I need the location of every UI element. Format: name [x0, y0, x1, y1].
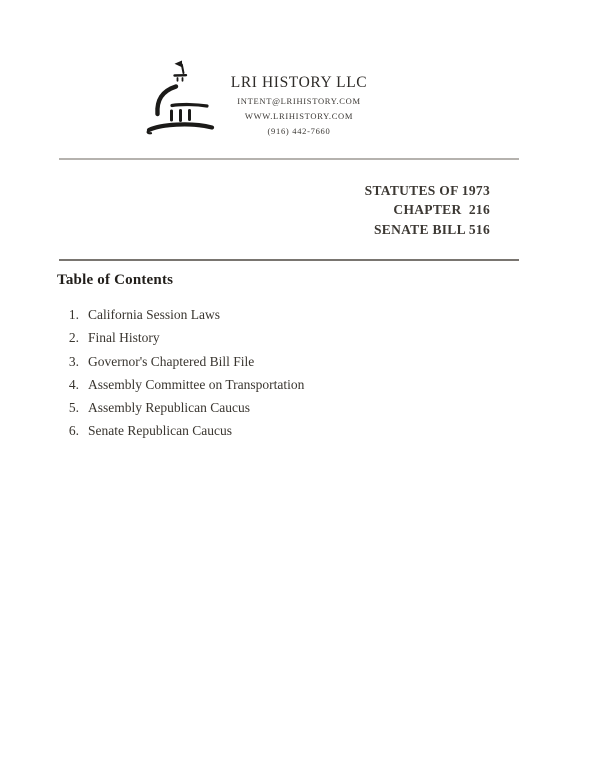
toc-item — [62, 373, 304, 396]
toc-item-label: Assembly Committee on Transportation — [88, 376, 305, 392]
toc-item-number: 4. — [68, 376, 79, 392]
document-info — [365, 181, 490, 239]
toc-item-number: 5. — [68, 400, 79, 416]
document-info-line: CHAPTER 216 — [393, 202, 490, 218]
toc-item-label: Final History — [88, 330, 160, 346]
toc-item-number: 6. — [68, 423, 79, 439]
toc-list — [62, 303, 304, 443]
toc-item — [62, 326, 304, 349]
toc-item-number: 1. — [68, 307, 79, 322]
letterhead — [194, 72, 404, 139]
divider-bottom — [59, 259, 519, 261]
toc-heading: Table of Contents — [57, 272, 174, 288]
company-phone: (916) 442-7660 — [267, 126, 331, 136]
company-email: INTENT@LRIHISTORY.COM — [237, 96, 361, 106]
toc-item — [62, 350, 304, 373]
company-name: LRI HISTORY LLC — [230, 74, 368, 91]
toc-item-label: Governor's Chaptered Bill File — [88, 353, 255, 369]
document-info-line: STATUTES OF 1973 — [364, 183, 490, 198]
toc-item-label: Assembly Republican Caucus — [88, 400, 250, 416]
toc-item — [62, 419, 304, 442]
toc-item — [62, 303, 304, 326]
toc-item-label: Senate Republican Caucus — [88, 423, 232, 439]
toc-item — [62, 396, 304, 419]
toc-item-label: California Session Laws — [88, 307, 220, 322]
toc-item-number: 2. — [68, 330, 79, 346]
toc-item-number: 3. — [68, 353, 79, 369]
company-website: WWW.LRIHISTORY.COM — [244, 111, 354, 121]
document-info-line: SENATE BILL 516 — [373, 221, 490, 237]
divider-top — [59, 158, 519, 160]
